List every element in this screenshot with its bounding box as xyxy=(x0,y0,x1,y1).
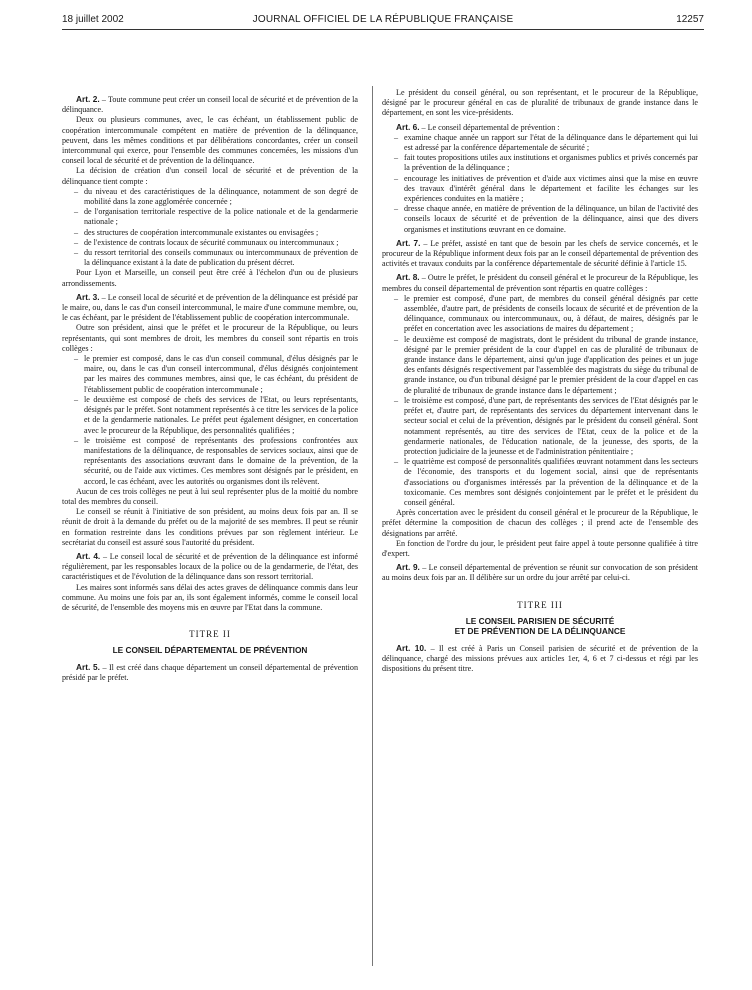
article-7: Art. 7. – Le préfet, assisté en tant que de besoin par les chefs de service concernés, et le procureur de la République informent deux fois par an le conseil départemental de prévention des activités et travaux conduits par la conférence départementale de sécurité définie à l'article 15. xyxy=(382,237,698,269)
list-item: – le troisième est composé de représentants des professions confrontées aux manifestations de la délinquance, de responsables de services sociaux, ainsi que de représentants des associations œuvrant dans le domaine de la prévention, de la sécurité, ou de l'aide aux victimes. Ces membres sont désignés par le président, en accord, le cas échéant, avec les autorités ou organismes dont ils relèvent. xyxy=(62,436,358,487)
list-item: – encourage les initiatives de prévention et d'aide aux victimes ainsi que la mise en œuvre des travaux d'intérêt général dans le département et facilite les échanges sur les expériences conduites en la matière ; xyxy=(382,174,698,205)
article-3: Art. 3. – Le conseil local de sécurité et de prévention de la délinquance est présidé par le maire, ou, dans le cas d'un conseil intercommunal, le maire d'une commune membre, ou, le cas échéant, par le président de l'établissement public de coopération intercommunale. xyxy=(62,291,358,323)
paragraph: Pour Lyon et Marseille, un conseil peut être créé à l'échelon d'un ou de plusieurs arrondissements. xyxy=(62,268,358,288)
colleges-list xyxy=(62,354,358,487)
column-separator xyxy=(372,86,373,966)
criteria-list xyxy=(62,187,358,269)
page-header xyxy=(62,12,704,28)
list-item: – le quatrième est composé de personnalités qualifiées œuvrant notamment dans les secteurs de l'économie, des transports et du logement social, ainsi que de représentants d'associations ou d'organismes intéressés par la prévention de la délinquance et de la toxicomanie. Ces membres sont désignés conjointement par le préfet et le président du conseil général. xyxy=(382,457,698,508)
list-item: – le premier est composé, d'une part, de membres du conseil général désignés par cette assemblée, d'autre part, de présidents de conseils locaux de sécurité et de prévention de la délinquance, communaux ou intercommunaux, ou, à défaut, de maires, désignés par le préfet en concertation avec les associations de maires du département ; xyxy=(382,294,698,335)
list-item: – le premier est composé, dans le cas d'un conseil communal, d'élus désignés par le maire, ou, dans le cas d'un conseil intercommunal, d'élus désignés conjointement par les maires des communes membres, ainsi que, le cas échéant, du président de l'établissement public de coopération intercommunale ; xyxy=(62,354,358,395)
paragraph: Aucun de ces trois collèges ne peut à lui seul représenter plus de la moitié du nombre total des membres du conseil. xyxy=(62,486,358,506)
list-item: – des structures de coopération intercommunale existantes ou envisagées ; xyxy=(62,228,358,238)
list-item: – fait toutes propositions utiles aux institutions et organismes publics et privés concernés par la prévention de la délinquance ; xyxy=(382,153,698,173)
journal-title: JOURNAL OFFICIEL DE LA RÉPUBLIQUE FRANÇAISE xyxy=(252,14,514,25)
list-item: – le deuxième est composé de chefs des services de l'Etat, ou leurs représentants, désignés par le préfet. Sont notamment représentés à ce titre les services de la police et de la gendarmerie nationales. Le préfet peut également désigner, en concertation avec le procureur de la République, des personnalités qualifiées ; xyxy=(62,395,358,436)
page-number: 12257 xyxy=(676,14,704,25)
titre-3-subtitle: LE CONSEIL PARISIEN DE SÉCURITÉ ET DE PRÉVENTION DE LA DÉLINQUANCE xyxy=(454,615,626,637)
paragraph: La décision de création d'un conseil local de sécurité et de prévention de la délinquance tient compte : xyxy=(62,166,358,186)
list-item: – le troisième est composé, d'une part, de représentants des services de l'Etat désignés par le préfet et, d'autre part, de représentants des services du département intervenant dans le secteur social et celui de la prévention, désignés par le président du conseil général. Sont notamment représentés, au titre des services de l'Etat, ceux de la police et de la gendarmerie nationales, de l'éducation nationale, de la jeunesse, des sports, de la protection judiciaire de la jeunesse et de l'administration pénitentiaire ; xyxy=(382,396,698,457)
list-item: – examine chaque année un rapport sur l'état de la délinquance dans le département qui lui est adressé par la conférence départementale de sécurité ; xyxy=(382,133,698,153)
missions-list xyxy=(382,133,698,235)
header-rule xyxy=(62,29,704,30)
list-item: – du ressort territorial des conseils communaux ou intercommunaux de prévention de la délinquance existant à la date de publication du présent décret. xyxy=(62,248,358,268)
list-item: – de l'existence de contrats locaux de sécurité communaux ou intercommunaux ; xyxy=(62,238,358,248)
titre-3-heading: TITRE III xyxy=(517,599,563,610)
issue-date: 18 juillet 2002 xyxy=(62,14,124,25)
list-item: – du niveau et des caractéristiques de la délinquance, notamment de son degré de mobilité dans la zone agglomérée concernée ; xyxy=(62,187,358,207)
article-8: Art. 8. – Outre le préfet, le président du conseil général et le procureur de la République, les membres du conseil départemental de prévention sont répartis en quatre collèges : xyxy=(382,272,698,293)
paragraph: Les maires sont informés sans délai des actes graves de délinquance commis dans leur commune. Au moins une fois par an, ils sont également informés, comme le conseil local de sécurité, de l'ensemble des moyens mis en œuvre par l'Etat dans la commune. xyxy=(62,582,358,612)
list-item: – le deuxième est composé de magistrats, dont le président du tribunal de grande instance, désigné par le premier président de la cour d'appel en cas de pluralité de tribunaux de grande instance dans le département, ainsi qu'un juge d'application des peines et un juge des enfants désignés respectivement par l'assemblée des magistrats du siège du tribunal de grande instance, ou d'un tribunal désigné par le premier président de la cour d'appel en cas de pluralité de tribunaux de grande instance dans le département ; xyxy=(382,335,698,396)
article-4: Art. 4. – Le conseil local de sécurité et de prévention de la délinquance est informé régulièrement, par les responsables locaux de la police ou de la gendarmerie, de l'état, des caractéristiques et de l'évolution de la délinquance dans son ressort territorial. xyxy=(62,550,358,582)
article-5: Art. 5. – Il est créé dans chaque département un conseil départemental de prévention présidé par le préfet. xyxy=(62,661,358,683)
paragraph: Le président du conseil général, ou son représentant, et le procureur de la République, désigné par le procureur général en cas de pluralité de tribunaux de grande instance dans le département, en sont les vice-présidents. xyxy=(382,88,698,118)
article-2: Art. 2. – Toute commune peut créer un conseil local de sécurité et de prévention de la délinquance. xyxy=(62,94,358,115)
colleges-list xyxy=(382,294,698,508)
paragraph: Deux ou plusieurs communes, avec, le cas échéant, un établissement public de coopération intercommunale compétent en matière de prévention de la délinquance, peuvent, dans les mêmes conditions et par délibérations concordantes, créer un conseil intercommunal qui exerce, pour l'ensemble des communes concernées, les missions d'un conseil local de sécurité et de prévention de la délinquance. xyxy=(62,115,358,166)
titre-2-heading: TITRE II xyxy=(189,629,231,640)
list-item: – dresse chaque année, en matière de prévention de la délinquance, un bilan de l'activité des conseils locaux de sécurité et de prévention de la délinquance, ainsi que des divers organismes et institutions œuvrant en ce domaine. xyxy=(382,204,698,235)
list-item: – de l'organisation territoriale respective de la police nationale et de la gendarmerie nationale ; xyxy=(62,207,358,227)
right-column xyxy=(382,88,698,674)
paragraph: Après concertation avec le président du conseil général et le procureur de la République, le préfet détermine la composition de chacun des collèges ; il prend acte de l'ensemble des désignations par arrêté. xyxy=(382,508,698,538)
paragraph: Le conseil se réunit à l'initiative de son président, au moins deux fois par an. Il se réunit de droit à la demande du préfet ou de la majorité de ses membres. Il peut se réunir en formation restreinte dans les conditions prévues par son règlement intérieur. Le secrétariat du conseil est assuré sous l'autorité du président. xyxy=(62,507,358,547)
article-9: Art. 9. – Le conseil départemental de prévention se réunit sur convocation de son président au moins deux fois par an. Il délibère sur un ordre du jour arrêté par celui-ci. xyxy=(382,562,698,583)
left-column xyxy=(62,91,358,683)
paragraph: En fonction de l'ordre du jour, le président peut faire appel à toute personne qualifiée à titre d'expert. xyxy=(382,538,698,558)
titre-2-subtitle: LE CONSEIL DÉPARTEMENTAL DE PRÉVENTION xyxy=(112,645,308,656)
paragraph: Outre son président, ainsi que le préfet et le procureur de la République, ou leurs représentants, qui sont membres de droit, les membres du conseil sont répartis en trois collèges : xyxy=(62,323,358,353)
article-6: Art. 6. – Le conseil départemental de prévention : xyxy=(396,121,560,132)
article-10: Art. 10. – Il est créé à Paris un Conseil parisien de sécurité et de prévention de la délinquance, chargé des missions prévues aux articles 1er, 4, 6 et 7 ci-dessus et régi par les dispositions du présent titre. xyxy=(382,642,698,674)
